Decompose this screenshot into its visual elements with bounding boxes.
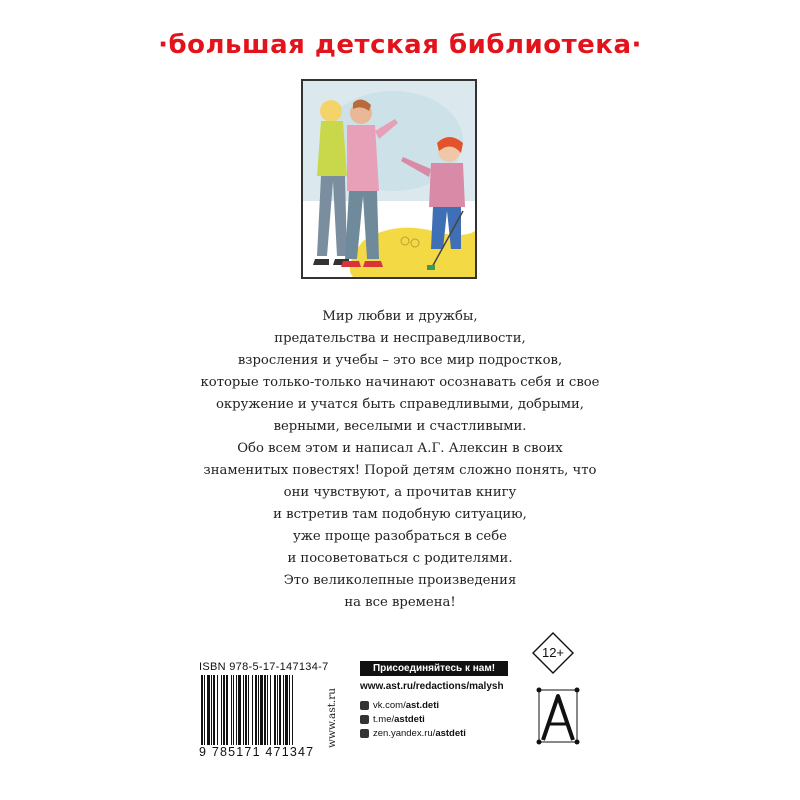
barcode-bar (221, 675, 222, 745)
isbn: ISBN 978-5-17-147134-7 (199, 661, 329, 673)
social-prefix: zen.yandex.ru/ (373, 728, 436, 739)
barcode-bar (204, 675, 205, 745)
barcode-bar (236, 675, 237, 745)
annotation-text (180, 306, 620, 614)
barcode-number: 9 785171 471347 (199, 745, 315, 759)
barcode-bar (279, 675, 281, 745)
barcode-bar (201, 675, 203, 745)
barcode-bar (264, 675, 266, 745)
annotation-line: Это великолепные произведения (283, 573, 517, 588)
site-url[interactable]: www.ast.ru/redactions/malysh (360, 681, 504, 692)
annotation-line: Мир любви и дружбы, (322, 309, 478, 324)
barcode-bar (223, 675, 225, 745)
age-rating: 12+ (541, 645, 565, 660)
social-prefix: vk.com/ (373, 700, 406, 711)
annotation-line: на все времена! (344, 595, 456, 610)
social-link-vk[interactable] (360, 700, 439, 711)
annotation-line: предательства и несправедливости, (274, 331, 526, 346)
social-prefix: t.me/ (373, 714, 395, 725)
barcode-bar (207, 675, 210, 745)
join-banner: Присоединяйтесь к нам! (360, 661, 508, 676)
barcode-bar (213, 675, 215, 745)
annotation-line: окружение и учатся быть справедливыми, добрыми, (215, 397, 585, 412)
series-title: ·большая детская библиотека· (158, 30, 642, 60)
side-url: www.ast.ru (326, 687, 338, 748)
barcode-bar (274, 675, 276, 745)
annotation-line: уже проще разобраться в себе (293, 529, 507, 544)
barcode-bar (292, 675, 293, 745)
barcode (199, 675, 319, 747)
barcode-bar (267, 675, 268, 745)
annotation-line: и встретив там подобную ситуацию, (273, 507, 527, 522)
barcode-bar (245, 675, 247, 745)
social-handle: ast.deti (405, 700, 439, 711)
annotation-line: взросления и учебы – это все мир подростков, (237, 353, 563, 368)
social-handle: astdeti (435, 728, 466, 739)
barcode-bar (217, 675, 218, 745)
age-rating-badge (532, 632, 574, 674)
barcode-bar (243, 675, 244, 745)
barcode-bar (231, 675, 232, 745)
publisher-logo-icon (533, 686, 583, 746)
barcode-bar (283, 675, 284, 745)
annotation-line: и посоветоваться с родителями. (287, 551, 513, 566)
zen-icon (360, 729, 369, 738)
barcode-bar (270, 675, 271, 745)
telegram-icon (360, 715, 369, 724)
barcode-bar (277, 675, 278, 745)
children-illustration (303, 81, 475, 277)
cover-illustration (301, 79, 477, 279)
barcode-bar (255, 675, 257, 745)
barcode-bar (258, 675, 259, 745)
social-link-telegram[interactable] (360, 714, 425, 725)
social-link-zen[interactable] (360, 728, 466, 739)
barcode-bar (260, 675, 263, 745)
barcode-bar (248, 675, 249, 745)
vk-icon (360, 701, 369, 710)
social-handle: astdeti (394, 714, 425, 725)
annotation-line: они чувствуют, а прочитав книгу (283, 485, 517, 500)
barcode-bar (289, 675, 290, 745)
barcode-bar (285, 675, 288, 745)
barcode-bar (238, 675, 241, 745)
barcode-bar (233, 675, 234, 745)
annotation-line: которые только-только начинают осознавать себя и свое (200, 375, 600, 390)
barcode-bar (211, 675, 212, 745)
barcode-bar (226, 675, 228, 745)
barcode-bar (252, 675, 253, 745)
annotation-line: знаменитых повестях! Порой детям сложно понять, что (203, 463, 597, 478)
annotation-line: верными, веселыми и счастливыми. (273, 419, 527, 434)
annotation-line: Обо всем этом и написал А.Г. Алексин в своих (237, 441, 563, 456)
